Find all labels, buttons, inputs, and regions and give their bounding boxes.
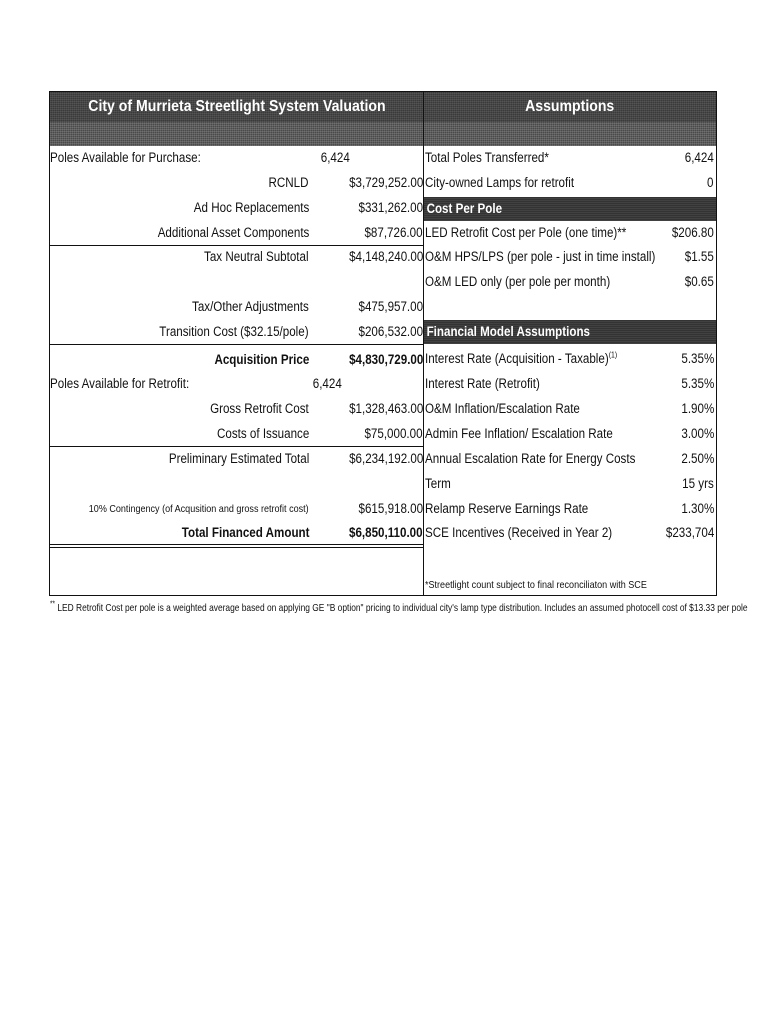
footnote-text: LED Retrofit Cost per pole is a weighted average based on applying GE "B option" pricing to individual city's lamp type distribution. Includes an assumed photocell cost of $13.33 per pole bbox=[57, 602, 748, 614]
gross-retrofit-value: $1,328,463.00 bbox=[348, 401, 423, 416]
energy-value: 2.50% bbox=[681, 451, 714, 466]
acquisition-label: Acquisition Price bbox=[214, 352, 309, 367]
additional-value: $87,726.00 bbox=[364, 225, 423, 240]
term-value: 15 yrs bbox=[682, 476, 714, 491]
rate-retro-label: Interest Rate (Retrofit) bbox=[425, 376, 540, 391]
separator-total-1 bbox=[49, 544, 423, 545]
city-lamps-label: City-owned Lamps for retrofit bbox=[425, 175, 575, 190]
sce-label: SCE Incentives (Received in Year 2) bbox=[425, 525, 613, 540]
admin-value: 3.00% bbox=[681, 426, 714, 441]
led-retrofit-label: LED Retrofit Cost per Pole (one time)** bbox=[425, 225, 627, 240]
rate-acq-value: 5.35% bbox=[681, 351, 714, 366]
separator-subtotal bbox=[49, 245, 423, 246]
financial-band bbox=[424, 320, 716, 344]
cost-per-pole-band bbox=[424, 197, 716, 221]
total-poles-label: Total Poles Transferred* bbox=[425, 150, 549, 165]
valuation-subheader-bar bbox=[50, 122, 423, 146]
poles-purchase-label: Poles Available for Purchase: bbox=[50, 150, 201, 165]
contingency-label: 10% Contingency (of Acqusition and gross retrofit cost) bbox=[89, 503, 309, 515]
rate-retro-value: 5.35% bbox=[681, 376, 714, 391]
om-infl-label: O&M Inflation/Escalation Rate bbox=[425, 401, 580, 416]
adhoc-label: Ad Hoc Replacements bbox=[193, 200, 309, 215]
sce-value: $233,704 bbox=[665, 525, 714, 540]
rate-acq-label: Interest Rate (Acquisition - Taxable) bbox=[425, 351, 609, 366]
total-label: Total Financed Amount bbox=[181, 525, 309, 540]
acquisition-value: $4,830,729.00 bbox=[348, 352, 423, 367]
relamp-value: 1.30% bbox=[681, 501, 714, 516]
frame-bottom bbox=[49, 595, 717, 596]
tax-neutral-value: $4,148,240.00 bbox=[348, 249, 423, 264]
admin-label: Admin Fee Inflation/ Escalation Rate bbox=[425, 426, 613, 441]
om-led-label: O&M LED only (per pole per month) bbox=[425, 274, 611, 289]
om-hps-value: $1.55 bbox=[684, 249, 714, 264]
gross-retrofit-label: Gross Retrofit Cost bbox=[210, 401, 309, 416]
transition-label: Transition Cost ($32.15/pole) bbox=[159, 324, 309, 339]
issuance-value: $75,000.00 bbox=[364, 426, 423, 441]
assumptions-header bbox=[424, 92, 716, 122]
separator-acquisition bbox=[49, 344, 423, 345]
tax-other-label: Tax/Other Adjustments bbox=[192, 299, 309, 314]
rcnld-label: RCNLD bbox=[268, 175, 309, 190]
contingency-value: $615,918.00 bbox=[358, 501, 423, 516]
om-infl-value: 1.90% bbox=[681, 401, 714, 416]
total-poles-value: 6,424 bbox=[684, 150, 714, 165]
poles-purchase-value: 6,424 bbox=[320, 150, 350, 165]
energy-label: Annual Escalation Rate for Energy Costs bbox=[425, 451, 636, 466]
city-lamps-value: 0 bbox=[707, 175, 714, 190]
relamp-label: Relamp Reserve Earnings Rate bbox=[425, 501, 589, 516]
count-note: *Streetlight count subject to final reconciliaton with SCE bbox=[425, 579, 647, 591]
led-retrofit-value: $206.80 bbox=[672, 225, 714, 240]
tax-other-value: $475,957.00 bbox=[358, 299, 423, 314]
rate-acq-label-group bbox=[425, 349, 617, 369]
financial-header: Financial Model Assumptions bbox=[426, 324, 591, 339]
cost-per-pole-header: Cost Per Pole bbox=[426, 201, 503, 216]
frame-right bbox=[716, 92, 717, 596]
term-label: Term bbox=[425, 476, 451, 491]
valuation-header bbox=[50, 92, 423, 122]
adhoc-value: $331,262.00 bbox=[358, 200, 423, 215]
poles-retrofit-value: 6,424 bbox=[312, 376, 342, 391]
valuation-title: City of Murrieta Streetlight System Valuation bbox=[87, 98, 386, 115]
footnote bbox=[50, 598, 748, 618]
separator-prelim bbox=[49, 446, 423, 447]
prelim-value: $6,234,192.00 bbox=[348, 451, 423, 466]
additional-label: Additional Asset Components bbox=[157, 225, 309, 240]
transition-value: $206,532.00 bbox=[358, 324, 423, 339]
separator-total-2 bbox=[49, 547, 423, 548]
prelim-label: Preliminary Estimated Total bbox=[168, 451, 309, 466]
om-led-value: $0.65 bbox=[684, 274, 714, 289]
frame-middle bbox=[423, 92, 424, 596]
assumptions-subheader-bar bbox=[424, 122, 716, 146]
frame-top bbox=[49, 91, 717, 92]
poles-retrofit-label: Poles Available for Retrofit: bbox=[50, 376, 190, 391]
footnote-marker: ** bbox=[50, 599, 55, 609]
om-hps-label: O&M HPS/LPS (per pole - just in time install) bbox=[425, 249, 656, 264]
rcnld-value: $3,729,252.00 bbox=[348, 175, 423, 190]
issuance-label: Costs of Issuance bbox=[216, 426, 309, 441]
rate-acq-footnote-marker: (1) bbox=[608, 350, 618, 360]
total-value: $6,850,110.00 bbox=[349, 525, 423, 540]
assumptions-title: Assumptions bbox=[525, 98, 615, 115]
tax-neutral-label: Tax Neutral Subtotal bbox=[204, 249, 309, 264]
